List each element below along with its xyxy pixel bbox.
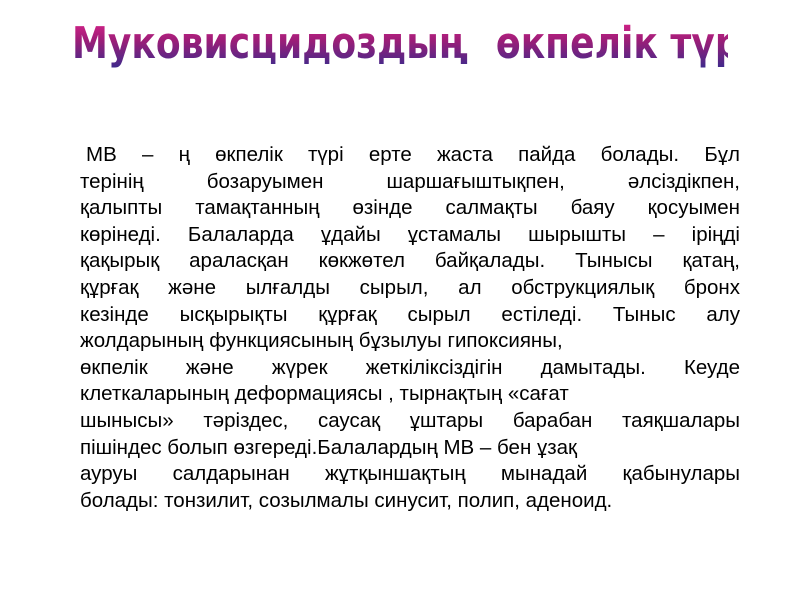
paragraph-line: МВ – ң өкпелік түрі ерте жаста пайда болады. Бұл [86,143,740,166]
paragraph-line: өкпелік және жүрек жеткіліксіздігін дамытады. Кеуде [80,355,740,379]
paragraph-line: жолдарының функциясының бұзылуы гипоксияны, [80,329,563,353]
paragraph-line: қақырық араласқан көкжөтел байқалады. Тынысы қатаң, [80,249,740,273]
paragraph-line: ауруы салдарынан жұтқыншақтың мынадай қабынулары [80,462,740,486]
paragraph-line: құрғақ және ылғалды сырыл, ал обструкциялық бронх [80,275,740,299]
body-paragraph [80,142,740,514]
paragraph-line: болады: тонзилит, созылмалы синусит, полип, аденоид. [80,488,613,512]
paragraph-line: шынысы» тәріздес, саусақ ұштары барабан таяқшалары [80,408,740,432]
paragraph-line: көрінеді. Балаларда ұдайы ұстамалы шырышты – іріңді [80,222,740,246]
slide-title-part2: өкпелік түрі [495,18,754,69]
paragraph-line: клеткаларының деформациясы , тырнақтың «сағат [80,382,569,406]
paragraph-line: қалыпты тамақтанның өзінде салмақты баяу қосуымен [80,196,740,220]
paragraph-line: пішіндес болып өзгереді.Балалардың МВ – бен ұзақ [80,435,577,459]
paragraph-line: кезінде ысқырықты құрғақ сырыл естіледі. Тыныс алу [80,302,740,326]
slide-title [72,18,754,69]
paragraph-line: терінің бозаруымен шаршағыштықпен, әлсіздікпен, [80,169,740,193]
slide-title-part1: Муковисцидоздың [72,18,469,69]
